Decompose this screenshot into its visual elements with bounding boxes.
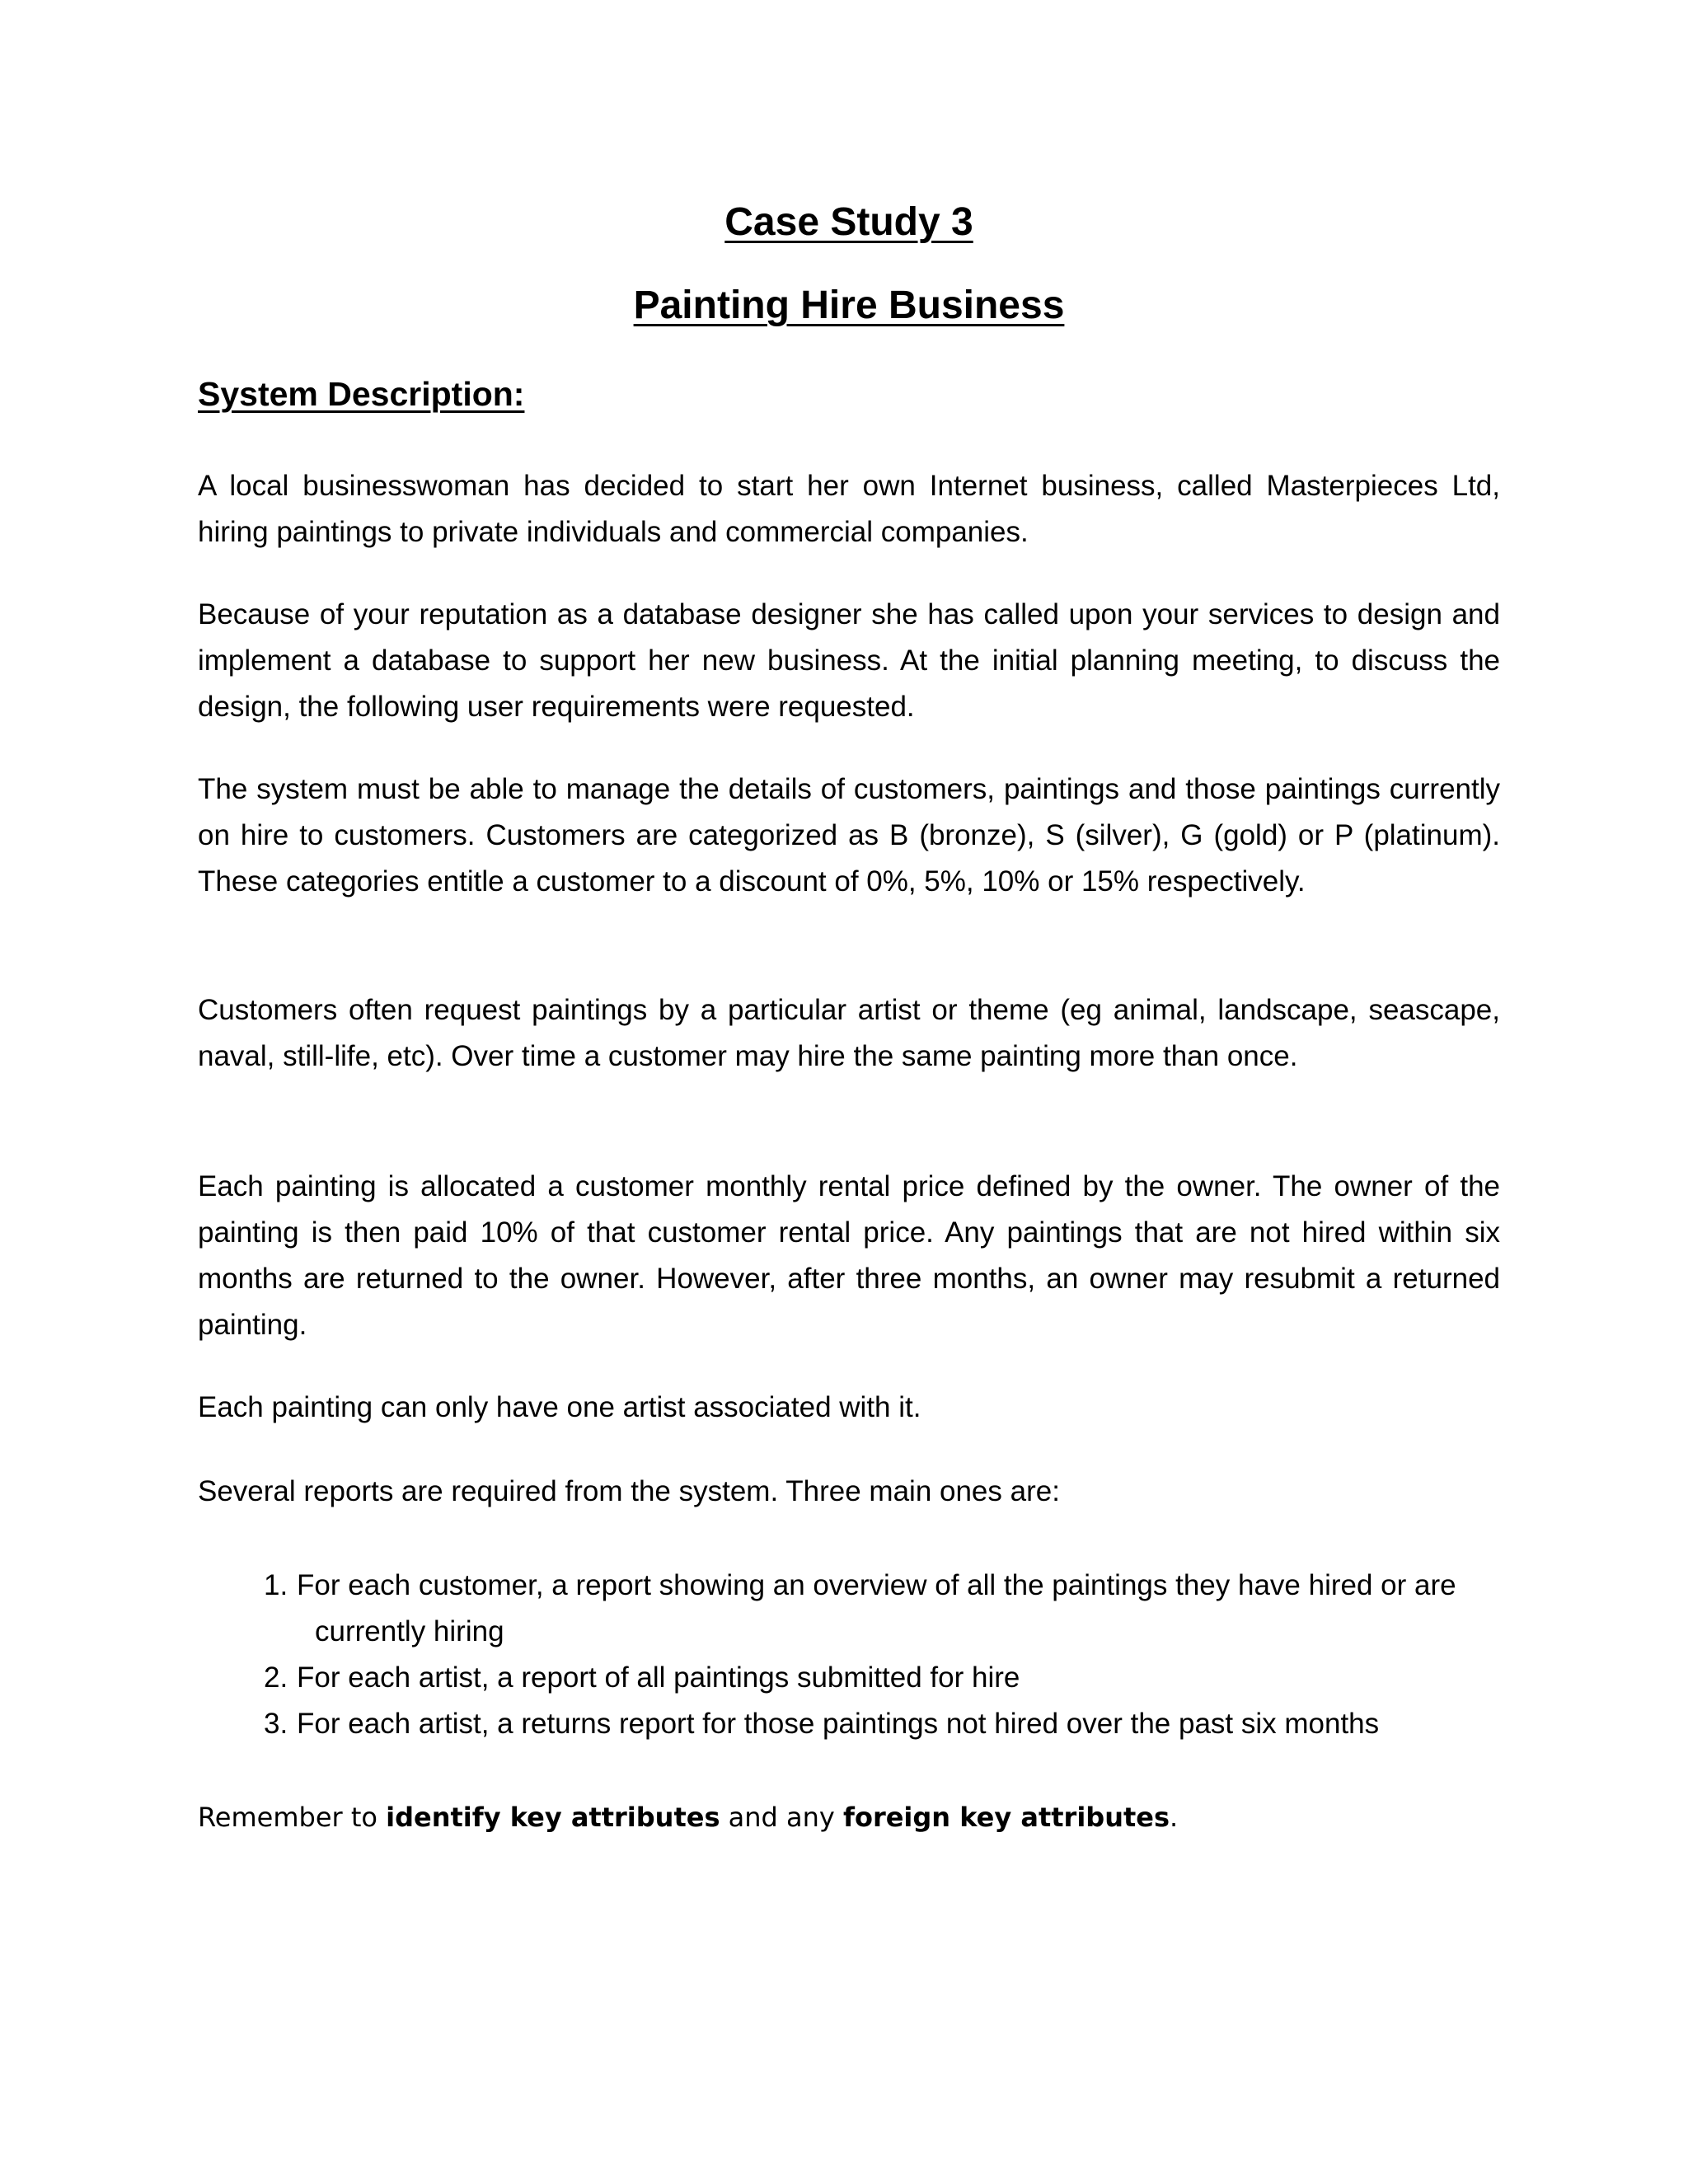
- reports-list: [264, 1563, 1500, 1747]
- list-item-number: 3.: [264, 1708, 288, 1740]
- list-item-text: For each artist, a returns report for those paintings not hired over the past six months: [297, 1708, 1380, 1740]
- list-item: [264, 1655, 1500, 1701]
- list-item-number: 2.: [264, 1661, 288, 1694]
- paragraph-artist: Each painting can only have one artist associated with it.: [198, 1391, 921, 1423]
- list-item-text: For each artist, a report of all paintings submitted for hire: [297, 1661, 1020, 1694]
- note-foreign-key-attributes: foreign key attributes: [843, 1802, 1170, 1833]
- document-title: Painting Hire Business: [633, 284, 1065, 327]
- list-item-number: 1.: [264, 1569, 288, 1601]
- note-middle: and any: [720, 1802, 844, 1833]
- section-heading: System Description:: [198, 375, 525, 413]
- list-item-text: For each customer, a report showing an overview of all the paintings they have hired or are currently hiring: [297, 1569, 1456, 1647]
- reminder-note: [198, 1797, 1178, 1838]
- note-key-attributes: identify key attributes: [386, 1802, 720, 1833]
- paragraph-reports-intro: Several reports are required from the system. Three main ones are:: [198, 1475, 1060, 1507]
- note-suffix: .: [1170, 1802, 1179, 1833]
- paragraph-rental-price: Each painting is allocated a customer monthly rental price defined by the owner. The owner of the painting is then paid 10% of that customer rental price. Any paintings that are not hired within six months are returned to the owner. However, after three months, an owner may resubmit a returned painting.: [198, 1170, 1500, 1341]
- case-study-title: Case Study 3: [724, 200, 973, 244]
- list-item: [264, 1701, 1500, 1747]
- paragraph-customer-requests: Customers often request paintings by a particular artist or theme (eg animal, landscape, seascape, naval, still-life, etc). Over time a customer may hire the same painting more than once.: [198, 994, 1500, 1072]
- paragraph-system-requirements: The system must be able to manage the details of customers, paintings and those paintings currently on hire to customers. Customers are categorized as B (bronze), S (silver), G (gold) or P (platinum). These categories entitle a customer to a discount of 0%, 5%, 10% or 15% respectively.: [198, 773, 1500, 898]
- document-page: [198, 0, 1500, 2184]
- list-item: [264, 1563, 1500, 1655]
- note-prefix: Remember to: [198, 1802, 387, 1833]
- paragraph-reputation: Because of your reputation as a database designer she has called upon your services to design and implement a database to support her new business. At the initial planning meeting, to discuss the design, the following user requirements were requested.: [198, 598, 1500, 723]
- paragraph-intro: A local businesswoman has decided to start her own Internet business, called Masterpieces Ltd, hiring paintings to private individuals and commercial companies.: [198, 470, 1500, 548]
